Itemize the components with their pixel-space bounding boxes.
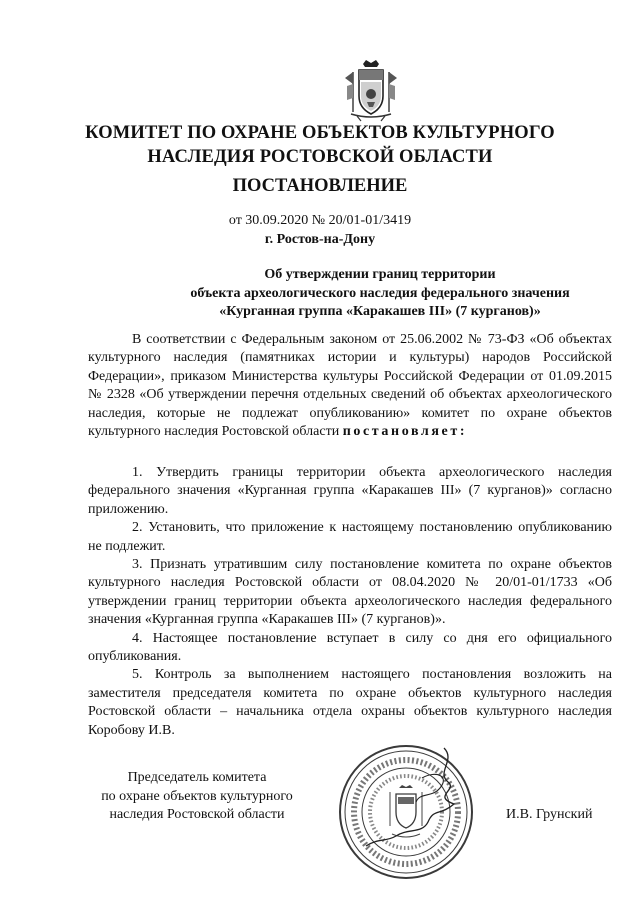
signatory-title-line-1: Председатель комитета bbox=[127, 770, 267, 785]
clause-item: 2. Установить, что приложение к настоящему постановлению опубликованию не подлежит. bbox=[88, 520, 612, 554]
clause-item: 1. Утвердить границы территории объекта археологического наследия федерального значения «Курганная группа «Каракашев III» (7 курганов)» согласно приложению. bbox=[88, 465, 612, 517]
preamble-paragraph bbox=[88, 331, 612, 441]
subject-line-2: объекта археологического наследия федерального значения bbox=[190, 285, 570, 301]
signatory-title bbox=[68, 769, 326, 825]
resolution-clauses bbox=[88, 464, 612, 740]
preamble-text: В соответствии с Федеральным законом от 25.06.2002 № 73-ФЗ «Об объектах культурного наследия (памятниках истории и культуры) народов Российской Федерации», приказом Министерства культуры Российской Федерации от 01.09.2015 № 2328 «Об утверждении перечня отдельных сведений об объектах археологического наследия, которые не подлежат опубликованию» комитет по охране объектов культурного наследия Ростовской области bbox=[88, 332, 612, 440]
clause-item: 4. Настоящее постановление вступает в силу со дня его официального опубликования. bbox=[88, 630, 612, 665]
subject-line-3: «Курганная группа «Каракашев III» (7 курганов)» bbox=[219, 304, 541, 319]
document-date-number: от 30.09.2020 № 20/01-01/3419 bbox=[228, 213, 412, 228]
signatory-title-line-3: наследия Ростовской области bbox=[109, 807, 285, 822]
clause-item: 3. Признать утратившим силу постановление комитета по охране объектов культурного наследия Ростовской области от 08.04.2020 № 20/01-01/1733 «Об утверждении границ территории объекта археологического наследия федерального значения «Курганная группа «Каракашев III» (7 курганов)». bbox=[88, 557, 612, 628]
document-subject bbox=[140, 266, 620, 322]
committee-header bbox=[40, 121, 600, 169]
committee-name-line-1: КОМИТЕТ ПО ОХРАНЕ ОБЪЕКТОВ КУЛЬТУРНОГО bbox=[85, 123, 555, 143]
resolves-word: постановляет: bbox=[342, 424, 468, 440]
subject-line-1: Об утверждении границ территории bbox=[264, 267, 496, 282]
signatory-title-line-2: по охране объектов культурного bbox=[101, 788, 293, 804]
document-city: г. Ростов-на-Дону bbox=[264, 232, 376, 247]
document-type-title: ПОСТАНОВЛЕНИЕ bbox=[232, 176, 408, 196]
committee-name-line-2: НАСЛЕДИЯ РОСТОВСКОЙ ОБЛАСТИ bbox=[147, 147, 493, 167]
signatory-name: И.В. Грунский bbox=[506, 807, 593, 822]
official-round-seal-icon bbox=[336, 742, 476, 882]
regional-coat-of-arms-icon bbox=[339, 58, 403, 122]
clause-item: 5. Контроль за выполнением настоящего постановления возложить на заместителя председателя комитета по охране объектов культурного наследия Ростовской области – начальника отдела охраны объектов культурного наследия Коробову И.В. bbox=[88, 667, 612, 738]
